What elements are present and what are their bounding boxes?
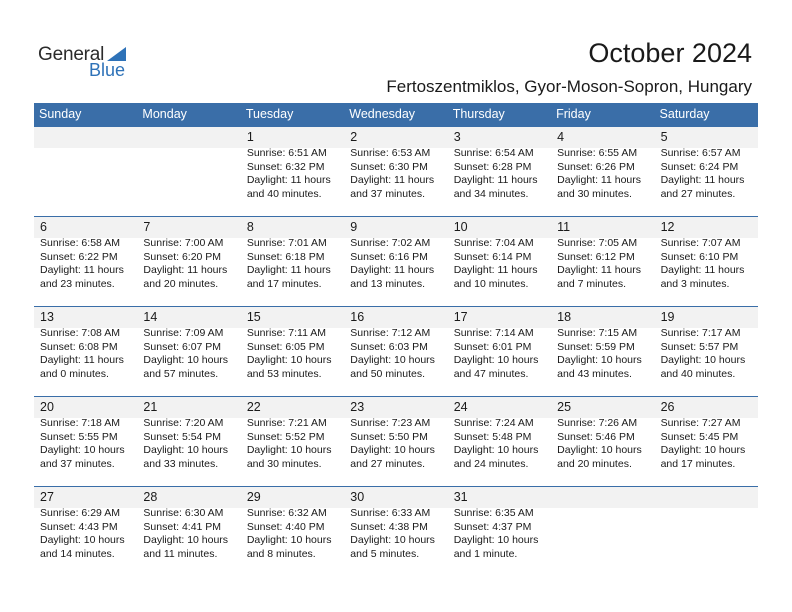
sunset-text: Sunset: 5:50 PM bbox=[350, 430, 428, 443]
daylight-minutes-text: and 23 minutes. bbox=[40, 277, 115, 290]
weekday-header-cell: Wednesday bbox=[349, 107, 416, 121]
daylight-minutes-text: and 7 minutes. bbox=[557, 277, 627, 290]
daylight-minutes-text: and 30 minutes. bbox=[246, 457, 322, 470]
sunset-text: Sunset: 5:48 PM bbox=[453, 430, 532, 443]
sunrise-text: Sunrise: 7:05 AM bbox=[557, 237, 638, 249]
sunset-text: Sunset: 5:45 PM bbox=[660, 430, 739, 443]
sunrise-text: Sunrise: 6:51 AM bbox=[246, 147, 327, 159]
sunrise-text: Sunrise: 7:14 AM bbox=[453, 327, 534, 339]
daylight-hours-text: Daylight: 10 hours bbox=[246, 444, 332, 456]
daylight-minutes-text: and 37 minutes. bbox=[40, 457, 115, 470]
calendar-weeks bbox=[34, 126, 758, 576]
daylight-hours-text: Daylight: 11 hours bbox=[557, 174, 641, 186]
weekday-header-cell: Tuesday bbox=[245, 107, 294, 121]
daylight-minutes-text: and 24 minutes. bbox=[453, 457, 529, 470]
day-number: 27 bbox=[40, 490, 54, 504]
daylight-hours-text: Daylight: 11 hours bbox=[246, 264, 331, 276]
daylight-minutes-text: and 17 minutes. bbox=[246, 277, 322, 290]
sunrise-text: Sunrise: 6:29 AM bbox=[40, 507, 120, 519]
daylight-hours-text: Daylight: 10 hours bbox=[350, 534, 435, 546]
sunset-text: Sunset: 6:18 PM bbox=[246, 250, 325, 263]
daylight-hours-text: Daylight: 10 hours bbox=[350, 354, 435, 366]
daylight-minutes-text: and 3 minutes. bbox=[660, 277, 730, 290]
sunset-text: Sunset: 4:40 PM bbox=[246, 520, 325, 533]
day-number: 25 bbox=[557, 400, 572, 414]
sunrise-text: Sunrise: 7:02 AM bbox=[350, 237, 431, 249]
sunset-text: Sunset: 4:43 PM bbox=[40, 520, 118, 533]
day-cell bbox=[241, 306, 344, 396]
week-row bbox=[34, 306, 758, 396]
day-cell bbox=[34, 306, 137, 396]
day-number: 15 bbox=[246, 310, 261, 324]
day-cell bbox=[448, 216, 551, 306]
day-number: 16 bbox=[350, 310, 365, 324]
calendar-grid bbox=[34, 103, 758, 576]
sunset-text: Sunset: 6:07 PM bbox=[143, 340, 222, 353]
sunrise-text: Sunrise: 7:24 AM bbox=[453, 417, 534, 429]
daylight-hours-text: Daylight: 11 hours bbox=[40, 354, 124, 366]
daylight-minutes-text: and 30 minutes. bbox=[557, 187, 632, 200]
day-number: 2 bbox=[350, 130, 358, 144]
daylight-minutes-text: and 1 minute. bbox=[453, 547, 518, 560]
week-row bbox=[34, 216, 758, 306]
daylight-hours-text: Daylight: 11 hours bbox=[143, 264, 228, 276]
day-cell bbox=[344, 486, 447, 576]
day-number: 19 bbox=[660, 310, 675, 324]
day-cell bbox=[137, 486, 240, 576]
day-number: 12 bbox=[660, 220, 675, 234]
daylight-minutes-text: and 47 minutes. bbox=[453, 367, 529, 380]
day-cell bbox=[344, 216, 447, 306]
sunset-text: Sunset: 6:08 PM bbox=[40, 340, 118, 353]
sunrise-text: Sunrise: 7:01 AM bbox=[246, 237, 327, 249]
day-number: 18 bbox=[557, 310, 572, 324]
daylight-minutes-text: and 20 minutes. bbox=[143, 277, 219, 290]
sunrise-text: Sunrise: 7:18 AM bbox=[40, 417, 120, 429]
daylight-hours-text: Daylight: 11 hours bbox=[660, 264, 745, 276]
daylight-minutes-text: and 17 minutes. bbox=[660, 457, 736, 470]
daylight-minutes-text: and 37 minutes. bbox=[350, 187, 425, 200]
sunrise-text: Sunrise: 6:58 AM bbox=[40, 237, 120, 249]
day-number: 9 bbox=[350, 220, 358, 234]
daylight-hours-text: Daylight: 10 hours bbox=[453, 354, 539, 366]
daylight-minutes-text: and 50 minutes. bbox=[350, 367, 425, 380]
daylight-hours-text: Daylight: 10 hours bbox=[660, 354, 746, 366]
day-number: 7 bbox=[143, 220, 151, 234]
day-cell bbox=[241, 216, 344, 306]
day-cell bbox=[448, 486, 551, 576]
day-number: 21 bbox=[143, 400, 158, 414]
sunset-text: Sunset: 5:55 PM bbox=[40, 430, 118, 443]
sunrise-text: Sunrise: 7:04 AM bbox=[453, 237, 534, 249]
day-cell bbox=[241, 126, 344, 216]
daylight-minutes-text: and 33 minutes. bbox=[143, 457, 219, 470]
sunrise-text: Sunrise: 6:53 AM bbox=[350, 147, 431, 159]
daylight-hours-text: Daylight: 10 hours bbox=[660, 444, 746, 456]
day-number: 10 bbox=[453, 220, 468, 234]
daylight-hours-text: Daylight: 10 hours bbox=[453, 534, 539, 546]
sunset-text: Sunset: 6:16 PM bbox=[350, 250, 428, 263]
sunrise-text: Sunrise: 6:33 AM bbox=[350, 507, 431, 519]
daylight-minutes-text: and 40 minutes. bbox=[246, 187, 322, 200]
daylight-minutes-text: and 40 minutes. bbox=[660, 367, 736, 380]
sunrise-text: Sunrise: 7:07 AM bbox=[660, 237, 741, 249]
daylight-minutes-text: and 0 minutes. bbox=[40, 367, 109, 380]
sunset-text: Sunset: 5:46 PM bbox=[557, 430, 635, 443]
day-cell bbox=[551, 126, 654, 216]
day-cell bbox=[448, 306, 551, 396]
daylight-hours-text: Daylight: 11 hours bbox=[453, 264, 538, 276]
sunset-text: Sunset: 6:12 PM bbox=[557, 250, 635, 263]
day-number: 23 bbox=[350, 400, 365, 414]
sunset-text: Sunset: 6:01 PM bbox=[453, 340, 532, 353]
daylight-hours-text: Daylight: 10 hours bbox=[40, 444, 125, 456]
day-cell bbox=[655, 396, 758, 486]
sunset-text: Sunset: 6:28 PM bbox=[453, 160, 532, 173]
sunset-text: Sunset: 6:05 PM bbox=[246, 340, 325, 353]
week-row bbox=[34, 396, 758, 486]
day-cell bbox=[448, 126, 551, 216]
daylight-hours-text: Daylight: 10 hours bbox=[557, 354, 642, 366]
daylight-minutes-text: and 27 minutes. bbox=[660, 187, 736, 200]
day-number: 5 bbox=[660, 130, 668, 144]
week-row bbox=[34, 486, 758, 576]
sunset-text: Sunset: 5:59 PM bbox=[557, 340, 635, 353]
weekday-header-cell: Saturday bbox=[659, 107, 710, 121]
daylight-minutes-text: and 53 minutes. bbox=[246, 367, 322, 380]
sunset-text: Sunset: 6:20 PM bbox=[143, 250, 222, 263]
day-cell bbox=[551, 396, 654, 486]
day-cell bbox=[137, 396, 240, 486]
sunset-text: Sunset: 6:30 PM bbox=[350, 160, 428, 173]
sunrise-text: Sunrise: 7:11 AM bbox=[246, 327, 327, 339]
daylight-minutes-text: and 5 minutes. bbox=[350, 547, 420, 560]
day-cell bbox=[655, 216, 758, 306]
sunset-text: Sunset: 5:52 PM bbox=[246, 430, 325, 443]
day-number: 1 bbox=[246, 130, 254, 144]
daylight-hours-text: Daylight: 11 hours bbox=[350, 174, 435, 186]
day-cell bbox=[34, 216, 137, 306]
day-number: 4 bbox=[557, 130, 565, 144]
daylight-hours-text: Daylight: 10 hours bbox=[40, 534, 125, 546]
sunrise-text: Sunrise: 7:12 AM bbox=[350, 327, 431, 339]
day-cell bbox=[137, 216, 240, 306]
day-number: 22 bbox=[246, 400, 261, 414]
day-cell bbox=[344, 396, 447, 486]
sunrise-text: Sunrise: 7:08 AM bbox=[40, 327, 120, 339]
day-number: 31 bbox=[453, 490, 468, 504]
sunrise-text: Sunrise: 6:32 AM bbox=[246, 507, 327, 519]
sunrise-text: Sunrise: 7:20 AM bbox=[143, 417, 224, 429]
day-number: 14 bbox=[143, 310, 158, 324]
location-subtitle: Fertoszentmiklos, Gyor-Moson-Sopron, Hungary bbox=[386, 77, 752, 96]
daylight-hours-text: Daylight: 10 hours bbox=[246, 354, 332, 366]
daylight-minutes-text: and 10 minutes. bbox=[453, 277, 529, 290]
sunset-text: Sunset: 6:26 PM bbox=[557, 160, 635, 173]
day-number: 26 bbox=[660, 400, 675, 414]
weekday-header-cell: Sunday bbox=[39, 107, 82, 121]
daylight-minutes-text: and 14 minutes. bbox=[40, 547, 115, 560]
weekday-header-cell: Monday bbox=[142, 107, 187, 121]
logo-triangle-icon bbox=[107, 47, 126, 61]
sunrise-text: Sunrise: 7:17 AM bbox=[660, 327, 741, 339]
sunset-text: Sunset: 6:32 PM bbox=[246, 160, 325, 173]
day-number: 13 bbox=[40, 310, 54, 324]
day-cell bbox=[551, 216, 654, 306]
sunset-text: Sunset: 6:24 PM bbox=[660, 160, 739, 173]
page-title: October 2024 bbox=[588, 38, 752, 68]
sunrise-text: Sunrise: 7:00 AM bbox=[143, 237, 224, 249]
day-cell bbox=[655, 126, 758, 216]
day-cell bbox=[241, 396, 344, 486]
sunrise-text: Sunrise: 7:15 AM bbox=[557, 327, 638, 339]
day-cell bbox=[344, 126, 447, 216]
sunset-text: Sunset: 5:54 PM bbox=[143, 430, 222, 443]
sunrise-text: Sunrise: 7:26 AM bbox=[557, 417, 638, 429]
sunset-text: Sunset: 6:03 PM bbox=[350, 340, 428, 353]
daylight-hours-text: Daylight: 10 hours bbox=[557, 444, 642, 456]
daylight-minutes-text: and 34 minutes. bbox=[453, 187, 529, 200]
day-number: 11 bbox=[557, 220, 571, 234]
day-cell bbox=[344, 306, 447, 396]
day-cell bbox=[34, 486, 137, 576]
sunrise-text: Sunrise: 6:57 AM bbox=[660, 147, 741, 159]
day-cell bbox=[137, 306, 240, 396]
daylight-minutes-text: and 20 minutes. bbox=[557, 457, 632, 470]
daylight-hours-text: Daylight: 10 hours bbox=[143, 354, 229, 366]
sunrise-text: Sunrise: 6:30 AM bbox=[143, 507, 224, 519]
day-number: 6 bbox=[40, 220, 47, 234]
logo-general-text: General bbox=[38, 44, 105, 65]
daylight-hours-text: Daylight: 10 hours bbox=[246, 534, 332, 546]
sunrise-text: Sunrise: 7:09 AM bbox=[143, 327, 224, 339]
sunset-text: Sunset: 6:14 PM bbox=[453, 250, 532, 263]
day-cell bbox=[551, 306, 654, 396]
daylight-minutes-text: and 57 minutes. bbox=[143, 367, 219, 380]
daylight-hours-text: Daylight: 10 hours bbox=[143, 534, 229, 546]
daylight-hours-text: Daylight: 10 hours bbox=[453, 444, 539, 456]
weekday-header-cell: Thursday bbox=[452, 107, 505, 121]
daylight-hours-text: Daylight: 11 hours bbox=[246, 174, 331, 186]
sunrise-text: Sunrise: 6:35 AM bbox=[453, 507, 534, 519]
daylight-hours-text: Daylight: 11 hours bbox=[660, 174, 745, 186]
day-number: 24 bbox=[453, 400, 468, 414]
day-number: 28 bbox=[143, 490, 158, 504]
day-number: 8 bbox=[246, 220, 254, 234]
daylight-minutes-text: and 8 minutes. bbox=[246, 547, 316, 560]
sunset-text: Sunset: 4:38 PM bbox=[350, 520, 428, 533]
sunset-text: Sunset: 4:37 PM bbox=[453, 520, 532, 533]
sunrise-text: Sunrise: 6:55 AM bbox=[557, 147, 638, 159]
sunrise-text: Sunrise: 7:23 AM bbox=[350, 417, 431, 429]
daylight-minutes-text: and 43 minutes. bbox=[557, 367, 632, 380]
day-cell bbox=[655, 306, 758, 396]
daylight-minutes-text: and 13 minutes. bbox=[350, 277, 425, 290]
sunrise-text: Sunrise: 6:54 AM bbox=[453, 147, 534, 159]
day-number: 30 bbox=[350, 490, 365, 504]
daylight-hours-text: Daylight: 10 hours bbox=[143, 444, 229, 456]
weekday-header-row bbox=[34, 103, 758, 126]
day-number: 17 bbox=[453, 310, 468, 324]
day-number: 20 bbox=[40, 400, 54, 414]
brand-logo bbox=[38, 44, 138, 80]
daylight-hours-text: Daylight: 10 hours bbox=[350, 444, 435, 456]
logo-blue-text: Blue bbox=[89, 60, 126, 80]
sunset-text: Sunset: 6:10 PM bbox=[660, 250, 739, 263]
daylight-hours-text: Daylight: 11 hours bbox=[453, 174, 538, 186]
week-row bbox=[34, 126, 758, 216]
daylight-hours-text: Daylight: 11 hours bbox=[350, 264, 435, 276]
day-number: 29 bbox=[246, 490, 261, 504]
daylight-minutes-text: and 11 minutes. bbox=[143, 547, 218, 560]
sunset-text: Sunset: 6:22 PM bbox=[40, 250, 118, 263]
daylight-hours-text: Daylight: 11 hours bbox=[557, 264, 641, 276]
sunset-text: Sunset: 5:57 PM bbox=[660, 340, 739, 353]
daylight-hours-text: Daylight: 11 hours bbox=[40, 264, 124, 276]
daylight-minutes-text: and 27 minutes. bbox=[350, 457, 425, 470]
sunset-text: Sunset: 4:41 PM bbox=[143, 520, 222, 533]
weekday-header-cell: Friday bbox=[556, 107, 591, 121]
day-cell bbox=[448, 396, 551, 486]
sunrise-text: Sunrise: 7:21 AM bbox=[246, 417, 327, 429]
day-cell bbox=[241, 486, 344, 576]
day-number: 3 bbox=[453, 130, 461, 144]
sunrise-text: Sunrise: 7:27 AM bbox=[660, 417, 741, 429]
day-cell bbox=[34, 396, 137, 486]
